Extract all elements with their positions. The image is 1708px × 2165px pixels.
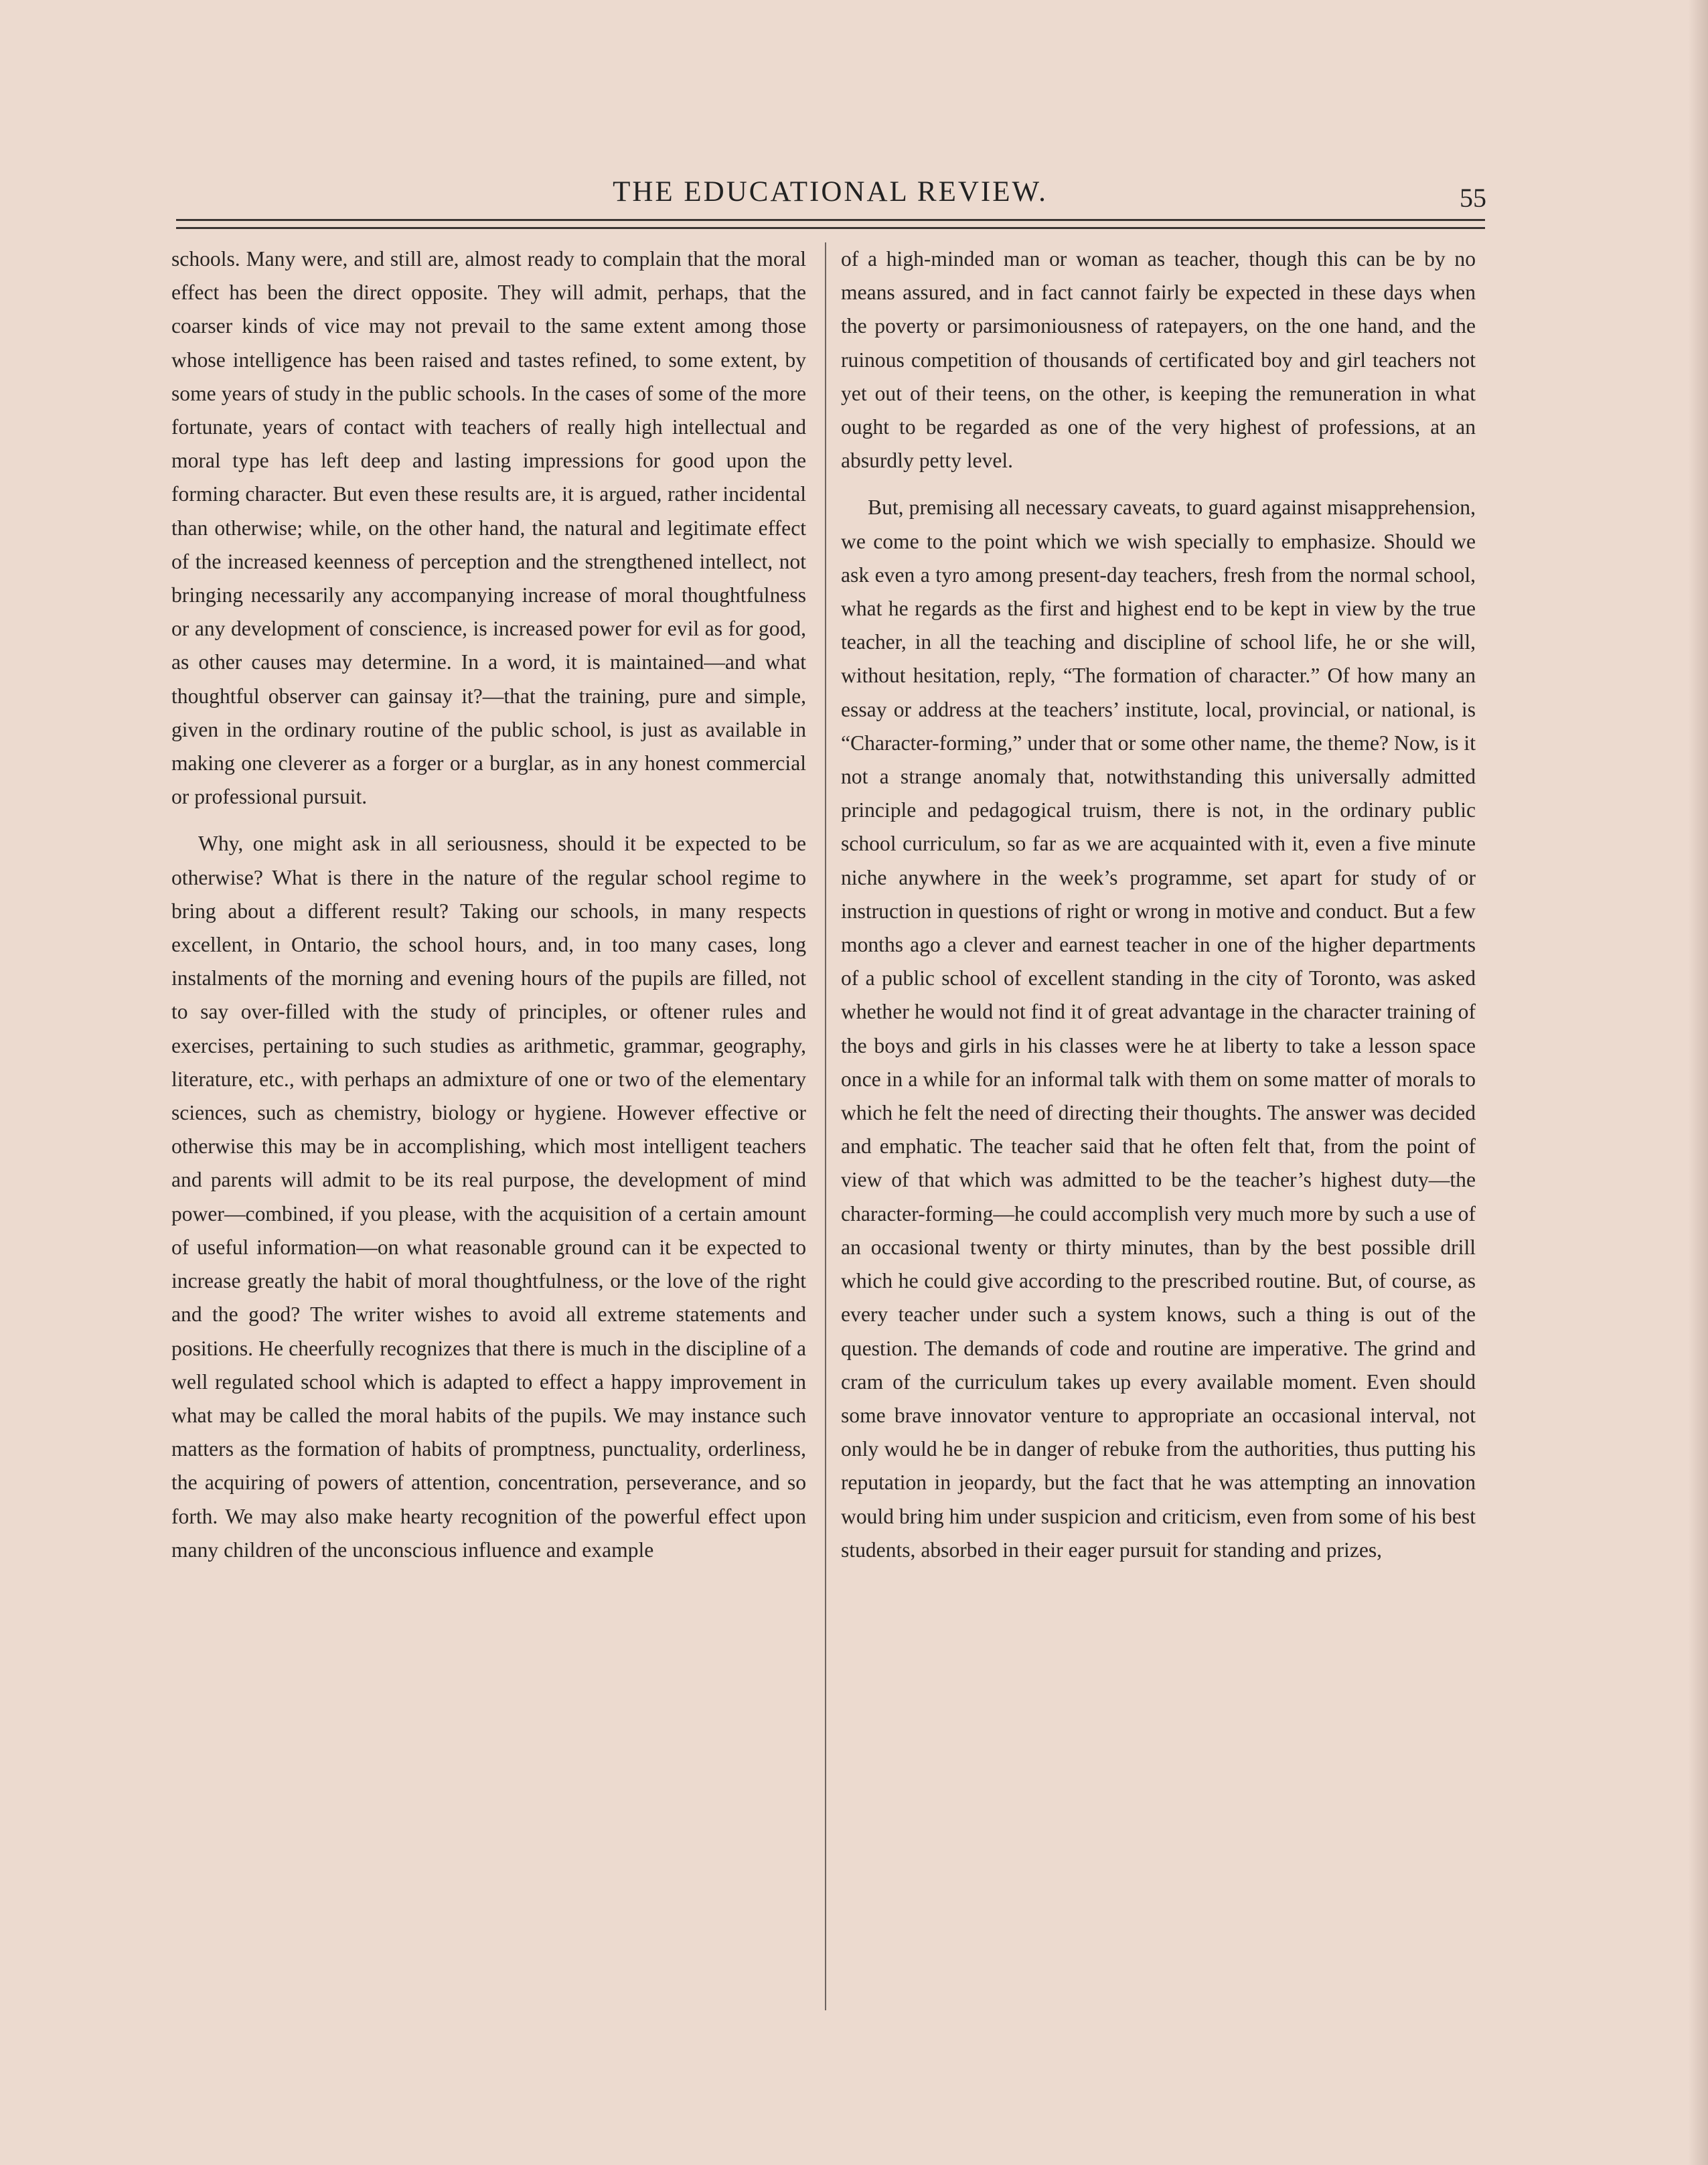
header-rule-bottom bbox=[176, 227, 1485, 229]
left-paragraph-1: schools. Many were, and still are, almost ready to complain that the moral effect has been the direct opposite. They will admit, perhaps, that the coarser kinds of vice may not prevail to the same extent among those whose intelligence has been raised and tastes refined, to some extent, by some years of study in the public schools. In the cases of some of the more fortunate, years of contact with teachers of really high intellectual and moral type has left deep and lasting impressions for good upon the forming character. But even these results are, it is argued, rather incidental than otherwise; while, on the other hand, the natural and legitimate effect of the increased keenness of perception and the strengthened intellect, not bringing necessarily any accompanying increase of moral thoughtfulness or any development of conscience, is increased power for evil as for good, as other causes may determine. In a word, it is maintained—and what thoughtful observer can gainsay it?—that the training, pure and simple, given in the ordinary routine of the public school, is just as available in making one cleverer as a forger or a burglar, as in any honest commercial or professional pursuit. bbox=[171, 247, 806, 809]
right-column bbox=[841, 242, 1476, 2024]
running-title: THE EDUCATIONAL REVIEW. bbox=[613, 176, 1048, 208]
right-paragraph-1: of a high-minded man or woman as teacher, though this can be by no means assured, and in fact cannot fairly be expected in these days when the poverty or parsimoniousness of ratepayers, on the one hand, and the ruinous competition of thousands of certificated boy and girl teachers not yet out of their teens, on the other, is keeping the remuneration in what ought to be regarded as one of the very highest of professions, at an absurdly petty level. bbox=[841, 247, 1476, 473]
page-number: 55 bbox=[1460, 183, 1486, 213]
left-paragraph-2: Why, one might ask in all seriousness, should it be expected to be otherwise? What is there in the nature of the regular school regime to bring about a different result? Taking our schools, in many respects excellent, in Ontario, the school hours, and, in too many cases, long instalments of the morning and evening hours of the pupils are filled, not to say over-filled with the study of principles, or oftener rules and exercises, pertaining to such studies as arithmetic, grammar, geography, literature, etc., with perhaps an admixture of one or two of the elementary sciences, such as chemistry, biology or hygiene. However effective or otherwise this may be in accomplishing, which most intelligent teachers and parents will admit to be its real purpose, the development of mind power—combined, if you please, with the acquisition of a certain amount of useful information—on what reasonable ground can it be expected to increase greatly the habit of moral thoughtfulness, or the love of the right and the good? The writer wishes to avoid all extreme statements and positions. He cheerfully recognizes that there is much in the discipline of a well regulated school which is adapted to effect a happy improvement in what may be called the moral habits of the pupils. We may instance such matters as the formation of habits of promptness, punctuality, orderliness, the acquiring of powers of attention, concentration, perseverance, and so forth. We may also make hearty recognition of the powerful effect upon many children of the unconscious influence and example bbox=[171, 832, 806, 1562]
left-column bbox=[171, 242, 806, 2024]
right-paragraph-2: But, premising all necessary caveats, to guard against misapprehension, we come to the point which we wish specially to emphasize. Should we ask even a tyro among present-day teachers, fresh from the normal school, what he regards as the first and highest end to be kept in view by the true teacher, in all the teaching and discipline of school life, he or she will, without hesitation, reply, “The formation of character.” Of how many an essay or address at the teachers’ institute, local, provincial, or national, is “Character-forming,” under that or some other name, the theme? Now, is it not a strange anomaly that, notwithstanding this universally admitted principle and pedagogical truism, there is not, in the ordinary public school curriculum, so far as we are acquainted with it, even a five minute niche anywhere in the week’s programme, set apart for study of or instruction in questions of right or wrong in motive and conduct. But a few months ago a clever and earnest teacher in one of the higher departments of a public school of excellent standing in the city of Toronto, was asked whether he would not find it of great advantage in the character training of the boys and girls in his classes were he at liberty to take a lesson space once in a while for an informal talk with them on some matter of morals to which he felt the need of directing their thoughts. The answer was decided and emphatic. The teacher said that he often felt that, from the point of view of that which was admitted to be the teacher’s highest duty—the character-forming—he could accomplish very much more by such a use of an occasional twenty or thirty minutes, than by the best possible drill which he could give according to the prescribed routine. But, of course, as every teacher under such a system knows, such a thing is out of the question. The demands of code and routine are imperative. The grind and cram of the curriculum takes up every available moment. Even should some brave innovator venture to appropriate an occasional interval, not only would he be in danger of rebuke from the authorities, thus putting his reputation in jeopardy, but the fact that he was attempting an innovation would bring him under suspicion and criticism, even from some of his best students, absorbed in their eager pursuit for standing and prizes, bbox=[841, 496, 1476, 1562]
page-spine-shadow bbox=[1688, 0, 1708, 2165]
running-head bbox=[174, 175, 1486, 216]
column-divider bbox=[825, 242, 826, 2010]
header-rule-top bbox=[176, 219, 1485, 221]
